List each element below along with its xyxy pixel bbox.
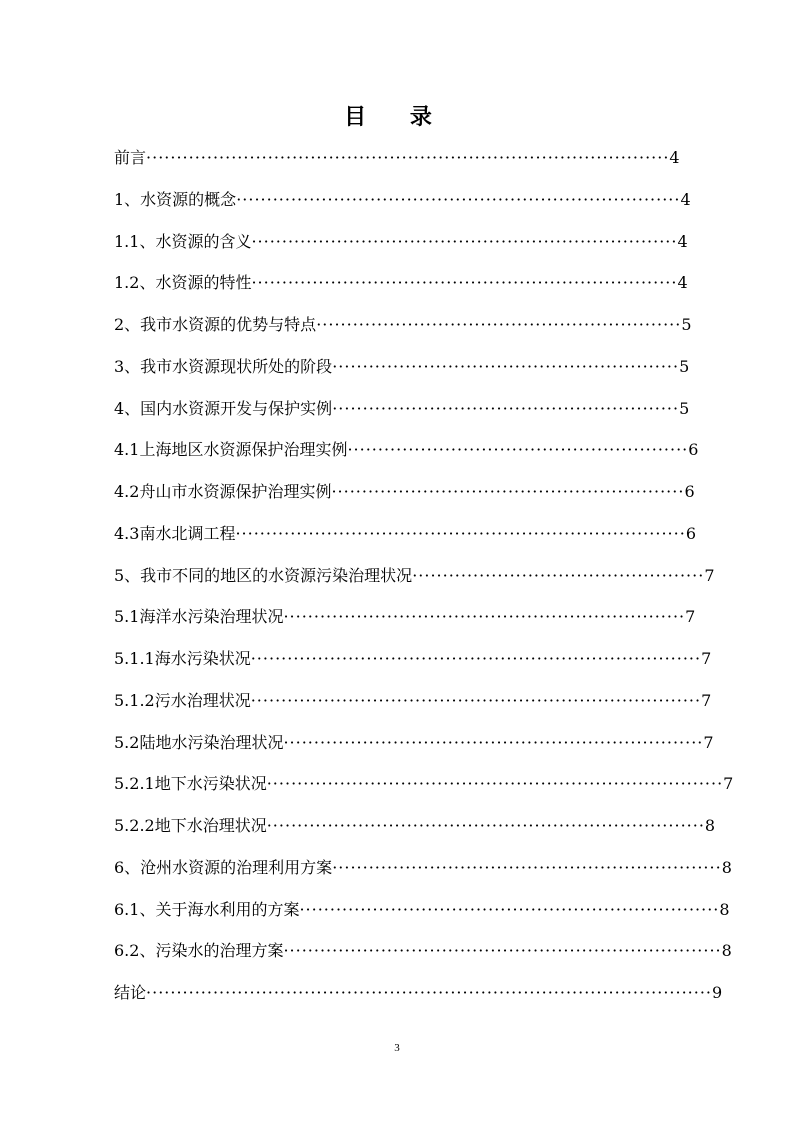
toc-entry-page: 9 — [712, 983, 723, 1002]
toc-entry-label: 4.1上海地区水资源保护治理实例 — [114, 440, 348, 460]
toc-entry-page: 7 — [703, 732, 714, 752]
toc-entry[interactable] — [114, 810, 734, 852]
toc-leader-dots: ························································· — [332, 398, 680, 418]
toc-entry-label: 5.2.2地下水治理状况 — [114, 816, 267, 835]
toc-entry-page: 8 — [721, 857, 732, 877]
toc-entry-label: 5.1.2污水治理状况 — [114, 690, 251, 710]
toc-entry-label: 3、我市水资源现状所处的阶段 — [114, 356, 333, 376]
toc-entry[interactable] — [114, 351, 734, 393]
toc-leader-dots: ········································································· — [236, 189, 681, 209]
toc-entry[interactable] — [114, 643, 734, 685]
toc-leader-dots: ···························································· — [316, 315, 682, 334]
toc-entry-label: 5.1.1海水污染状况 — [114, 649, 251, 668]
toc-leader-dots: ························································· — [332, 356, 680, 376]
toc-leader-dots: ··········································································· — [266, 774, 724, 794]
toc-entry[interactable] — [114, 768, 734, 810]
toc-leader-dots: ························································ — [347, 440, 689, 460]
toc-leader-dots: ········································································ — [283, 941, 722, 961]
toc-title: 目 录 — [344, 105, 450, 130]
toc-entry[interactable] — [114, 852, 734, 894]
toc-entry[interactable] — [114, 142, 734, 184]
toc-leader-dots: ······················································································ — [146, 148, 670, 167]
toc-entry-label: 5.2陆地水污染治理状况 — [114, 732, 284, 752]
toc-entry[interactable] — [114, 935, 734, 977]
toc-entry[interactable] — [114, 434, 734, 476]
toc-entry-page: 8 — [721, 941, 732, 961]
toc-entry-page: 6 — [684, 482, 695, 501]
toc-leader-dots: ·········································································· — [235, 523, 686, 543]
toc-entry-label: 6.1、关于海水利用的方案 — [114, 899, 300, 919]
toc-leader-dots: ····························································································· — [146, 983, 713, 1002]
toc-entry-page: 7 — [685, 607, 696, 627]
toc-entry[interactable] — [114, 518, 734, 560]
toc-entry-label: 5.2.1地下水污染状况 — [114, 774, 267, 794]
toc-entry-label: 4、国内水资源开发与保护实例 — [114, 398, 333, 418]
toc-entry-page: 7 — [704, 565, 714, 585]
toc-entry[interactable] — [114, 309, 734, 351]
toc-entry[interactable] — [114, 476, 734, 518]
toc-entry[interactable] — [114, 727, 734, 769]
toc-entry-page: 5 — [679, 398, 690, 418]
toc-leader-dots: ······································································ — [251, 273, 678, 293]
toc-entry-page: 7 — [723, 774, 734, 794]
toc-entry[interactable] — [114, 226, 734, 268]
toc-entry-page: 7 — [701, 690, 712, 710]
toc-entry[interactable] — [114, 393, 734, 435]
toc-entry[interactable] — [114, 184, 734, 226]
toc-entry[interactable] — [114, 977, 734, 1019]
toc-leader-dots: ·························································· — [331, 482, 685, 501]
toc-leader-dots: ·········································································· — [250, 690, 702, 710]
toc-entry-page: 5 — [679, 356, 690, 376]
toc-leader-dots: ······································································ — [251, 231, 678, 251]
toc-entry-page: 4 — [677, 273, 688, 293]
toc-entry-label: 2、我市水资源的优势与特点 — [114, 315, 317, 334]
toc-entry-label: 5.1海洋水污染治理状况 — [114, 607, 284, 627]
toc-entry-page: 8 — [719, 899, 730, 919]
toc-leader-dots: ········································································ — [266, 816, 705, 835]
toc-entry-label: 6、沧州水资源的治理利用方案 — [114, 857, 333, 877]
toc-entry-page: 6 — [688, 440, 698, 460]
toc-entry-page: 4 — [677, 231, 688, 251]
page-number: 3 — [394, 1042, 400, 1054]
toc-leader-dots: ·································································· — [283, 607, 686, 627]
toc-entry-label: 5、我市不同的地区的水资源污染治理状况 — [114, 565, 413, 585]
toc-entry-page: 4 — [669, 148, 680, 167]
toc-entry-label: 结论 — [114, 983, 147, 1002]
toc-entry-label: 6.2、污染水的治理方案 — [114, 941, 284, 961]
toc-entry[interactable] — [114, 560, 734, 602]
toc-entry-page: 8 — [704, 816, 716, 835]
toc-entry-page: 6 — [685, 523, 696, 543]
toc-entry-label: 1、水资源的概念 — [114, 189, 237, 209]
toc-entry-label: 前言 — [114, 148, 147, 167]
toc-entry[interactable] — [114, 267, 734, 309]
toc-entry-label: 4.3南水北调工程 — [114, 523, 236, 543]
toc-entry-page: 7 — [701, 649, 712, 668]
toc-entry-label: 1.1、水资源的含义 — [114, 231, 252, 251]
toc-entry-page: 4 — [680, 189, 691, 209]
toc-leader-dots: ····································································· — [283, 732, 704, 752]
toc-entry[interactable] — [114, 685, 734, 727]
toc-leader-dots: ································································ — [332, 857, 722, 877]
toc-entry-label: 1.2、水资源的特性 — [114, 273, 252, 293]
table-of-contents — [114, 142, 734, 1019]
toc-entry[interactable] — [114, 894, 734, 936]
toc-leader-dots: ·········································································· — [250, 649, 702, 668]
toc-entry[interactable] — [114, 601, 734, 643]
toc-leader-dots: ····································································· — [299, 899, 720, 919]
toc-entry-label: 4.2舟山市水资源保护治理实例 — [114, 482, 332, 501]
toc-leader-dots: ················································ — [412, 565, 705, 585]
toc-entry-page: 5 — [681, 315, 692, 334]
